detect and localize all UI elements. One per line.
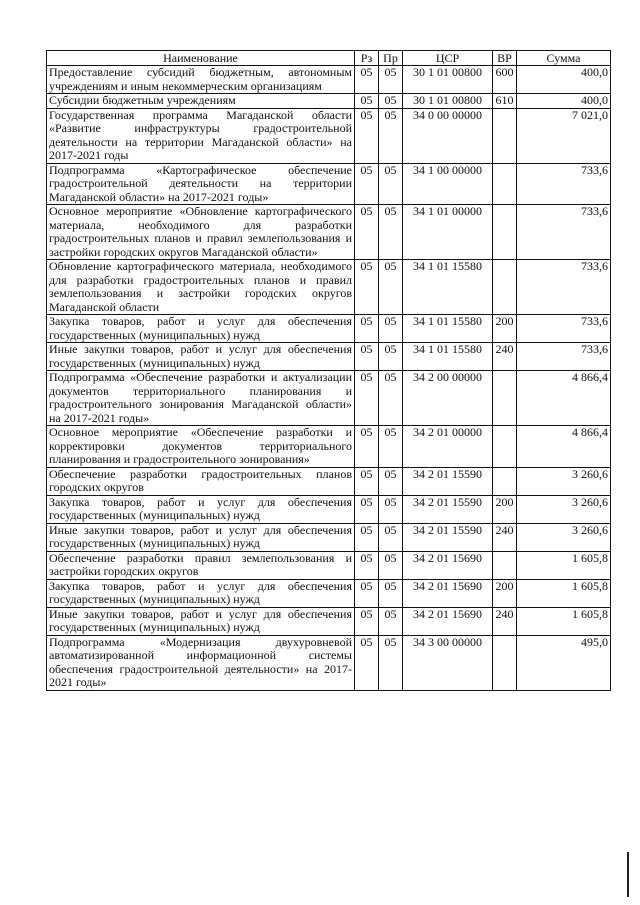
cell-pr: 05 [379,635,403,690]
table-row [47,66,611,94]
row-name-text: Подпрограмма «Модернизация двухуровневой автоматизированной информационной системы обеспечения градостроительной деятельности» на 2017-2021 годы» [49,634,352,689]
cell-pr: 05 [379,426,403,468]
table-row [47,426,611,468]
cell-pr: 05 [379,94,403,109]
cell-pr: 05 [379,579,403,607]
cell-name [47,635,355,690]
header-sum: Сумма [517,51,611,66]
cell-rz: 05 [355,426,379,468]
cell-rz: 05 [355,205,379,260]
cell-sum: 733,6 [517,163,611,205]
cell-csr: 34 2 01 15690 [403,551,493,579]
table-row [47,467,611,495]
scan-edge-mark [627,852,629,897]
cell-pr: 05 [379,523,403,551]
cell-pr: 05 [379,163,403,205]
cell-pr: 05 [379,467,403,495]
cell-rz: 05 [355,315,379,343]
row-name-text: Подпрограмма «Картографическое обеспечение градостроительной деятельности на территории Магаданской области» на 2017-2021 годы» [49,162,352,204]
cell-rz: 05 [355,495,379,523]
cell-vr [493,635,517,690]
cell-name [47,315,355,343]
row-name-text: Иные закупки товаров, работ и услуг для обеспечения государственных (муниципальных) нужд [49,606,352,634]
table-row [47,94,611,109]
row-name-text: Обновление картографического материала, необходимого для разработки градостроительных планов и правил землепользования и застройки городских округов Магаданской области [49,259,352,314]
row-name-text: Иные закупки товаров, работ и услуг для обеспечения государственных (муниципальных) нужд [49,522,352,550]
table-row [47,260,611,315]
cell-csr: 34 1 01 15580 [403,343,493,371]
row-name-text: Предоставление субсидий бюджетным, автономным учреждениям и иным некоммерческим организациям [49,65,352,93]
row-name-text: Иные закупки товаров, работ и услуг для обеспечения государственных (муниципальных) нужд [49,342,352,370]
cell-vr: 600 [493,66,517,94]
cell-vr: 200 [493,315,517,343]
cell-csr: 34 2 01 15590 [403,523,493,551]
table-row [47,579,611,607]
cell-name [47,108,355,163]
cell-sum: 400,0 [517,66,611,94]
cell-sum: 3 260,6 [517,523,611,551]
cell-pr: 05 [379,108,403,163]
cell-rz: 05 [355,551,379,579]
cell-rz: 05 [355,523,379,551]
cell-csr: 34 2 01 15690 [403,579,493,607]
row-name-text: Субсидии бюджетным учреждениям [49,93,236,107]
cell-pr: 05 [379,551,403,579]
cell-name [47,607,355,635]
cell-csr: 34 2 01 00000 [403,426,493,468]
cell-rz: 05 [355,635,379,690]
cell-rz: 05 [355,371,379,426]
cell-vr: 240 [493,343,517,371]
row-name-text: Основное мероприятие «Обеспечение разработки и корректировки документов территориального планирования и градостроительного зонирования» [49,425,352,466]
header-csr: ЦСР [403,51,493,66]
table-row [47,108,611,163]
cell-csr: 30 1 01 00800 [403,94,493,109]
header-name: Наименование [47,51,355,66]
table-body [47,66,611,691]
cell-vr [493,108,517,163]
cell-sum: 733,6 [517,260,611,315]
cell-rz: 05 [355,607,379,635]
cell-sum: 1 605,8 [517,551,611,579]
cell-pr: 05 [379,66,403,94]
cell-name [47,260,355,315]
cell-vr: 200 [493,495,517,523]
table-row [47,315,611,343]
row-name-text: Обеспечение разработки правил землепользования и застройки городских округов [49,550,352,578]
cell-csr: 34 2 00 00000 [403,371,493,426]
table-row [47,163,611,205]
cell-sum: 733,6 [517,315,611,343]
cell-pr: 05 [379,260,403,315]
cell-pr: 05 [379,315,403,343]
cell-pr: 05 [379,205,403,260]
cell-vr [493,163,517,205]
cell-pr: 05 [379,343,403,371]
cell-rz: 05 [355,343,379,371]
cell-rz: 05 [355,163,379,205]
cell-rz: 05 [355,108,379,163]
cell-sum: 1 605,8 [517,607,611,635]
cell-vr: 200 [493,579,517,607]
cell-csr: 34 2 01 15590 [403,495,493,523]
cell-rz: 05 [355,260,379,315]
row-name-text: Закупка товаров, работ и услуг для обеспечения государственных (муниципальных) нужд [49,578,352,606]
cell-csr: 34 1 01 15580 [403,260,493,315]
cell-csr: 34 2 01 15590 [403,467,493,495]
cell-csr: 34 0 00 00000 [403,108,493,163]
table-row [47,635,611,690]
table-row [47,607,611,635]
cell-rz: 05 [355,94,379,109]
cell-name [47,426,355,468]
row-name-text: Обеспечение разработки градостроительных планов городских округов [49,466,352,494]
cell-name [47,579,355,607]
table-row [47,551,611,579]
cell-sum: 4 866,4 [517,371,611,426]
table-row [47,523,611,551]
cell-vr [493,260,517,315]
cell-name [47,467,355,495]
cell-csr: 34 1 00 00000 [403,163,493,205]
cell-sum: 7 021,0 [517,108,611,163]
table-header-row [47,51,611,66]
cell-sum: 3 260,6 [517,495,611,523]
cell-name [47,66,355,94]
cell-rz: 05 [355,66,379,94]
table-row [47,371,611,426]
row-name-text: Основное мероприятие «Обновление картографического материала, необходимого для разработки градостроительных планов и правил землепользования и застройки городских округов Магаданской области» [49,204,352,259]
document-page [46,50,610,691]
cell-vr: 240 [493,607,517,635]
cell-pr: 05 [379,495,403,523]
cell-csr: 34 1 01 00000 [403,205,493,260]
cell-name [47,551,355,579]
cell-name [47,495,355,523]
header-pr: Пр [379,51,403,66]
budget-table [46,50,611,691]
cell-vr [493,371,517,426]
cell-vr: 610 [493,94,517,109]
cell-rz: 05 [355,467,379,495]
cell-sum: 733,6 [517,205,611,260]
cell-sum: 4 866,4 [517,426,611,468]
cell-vr [493,467,517,495]
cell-sum: 495,0 [517,635,611,690]
cell-csr: 34 1 01 15580 [403,315,493,343]
cell-name [47,523,355,551]
table-row [47,343,611,371]
cell-csr: 34 2 01 15690 [403,607,493,635]
header-vr: ВР [493,51,517,66]
cell-csr: 34 3 00 00000 [403,635,493,690]
cell-sum: 3 260,6 [517,467,611,495]
cell-sum: 1 605,8 [517,579,611,607]
cell-csr: 30 1 01 00800 [403,66,493,94]
cell-pr: 05 [379,607,403,635]
row-name-text: Государственная программа Магаданской области «Развитие инфраструктуры градостроительной деятельности на территории Магаданской области» на 2017-2021 годы [49,107,352,162]
row-name-text: Подпрограмма «Обеспечение разработки и актуализации документов территориального планирования и градостроительного зонирования Магаданской области» на 2017-2021 годы» [49,370,352,425]
cell-vr: 240 [493,523,517,551]
header-rz: Рз [355,51,379,66]
cell-vr [493,426,517,468]
cell-name [47,205,355,260]
cell-sum: 400,0 [517,94,611,109]
cell-name [47,94,355,109]
cell-vr [493,551,517,579]
cell-vr [493,205,517,260]
cell-name [47,163,355,205]
cell-sum: 733,6 [517,343,611,371]
cell-name [47,371,355,426]
table-row [47,495,611,523]
cell-name [47,343,355,371]
cell-rz: 05 [355,579,379,607]
cell-pr: 05 [379,371,403,426]
table-row [47,205,611,260]
row-name-text: Закупка товаров, работ и услуг для обеспечения государственных (муниципальных) нужд [49,494,352,522]
row-name-text: Закупка товаров, работ и услуг для обеспечения государственных (муниципальных) нужд [49,314,352,342]
